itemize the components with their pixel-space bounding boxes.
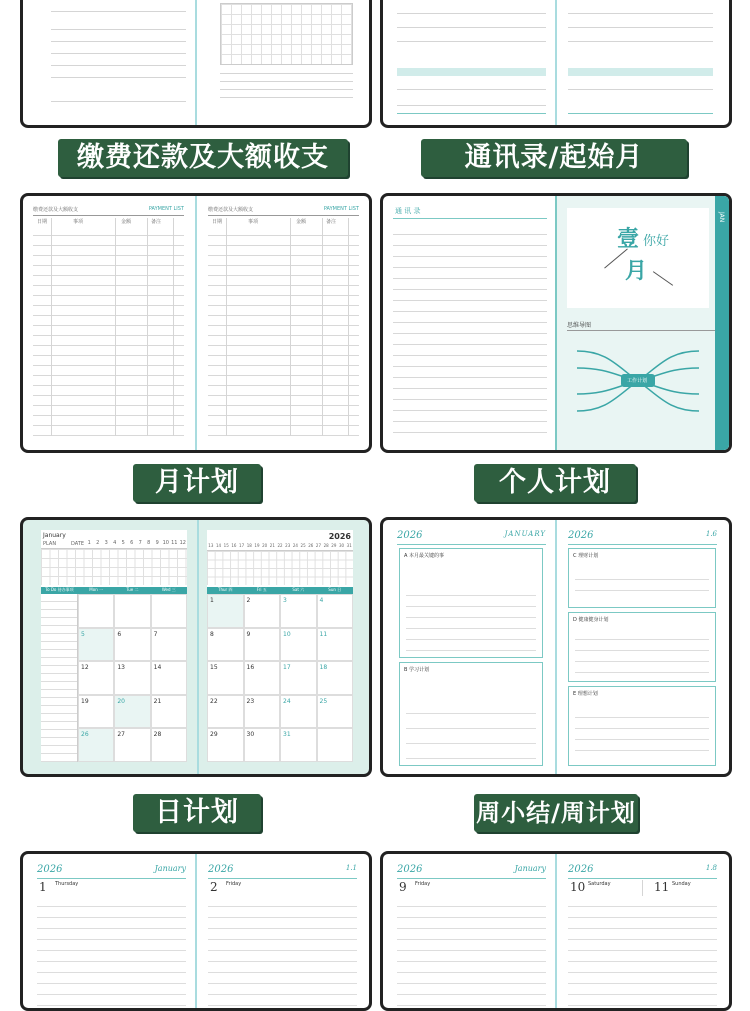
day-name: Saturday [588, 881, 611, 887]
day-cell[interactable] [114, 728, 150, 762]
header-day: 18 [246, 543, 252, 548]
day-number: 8 [210, 630, 214, 638]
day-number: 18 [319, 664, 328, 672]
day-number: 24 [283, 697, 291, 705]
page-en: PAYMENT LIST [148, 206, 184, 212]
left-page [383, 0, 556, 125]
day-number: 23 [246, 697, 255, 705]
contacts-title: 通 讯 录 [395, 207, 421, 215]
payment-list-card [20, 193, 372, 453]
day-number: 3 [283, 597, 287, 604]
day-cell[interactable] [280, 728, 317, 762]
day-number: 12 [81, 664, 89, 672]
header-day: 17 [239, 543, 245, 548]
day-cell[interactable] [207, 661, 244, 695]
left-page [383, 854, 556, 1008]
col-item: 事项 [248, 219, 259, 225]
right-page [196, 854, 369, 1008]
section-b-lines [406, 699, 536, 759]
weekday-header [41, 587, 187, 594]
section-e-title: E 理想计划 [573, 691, 598, 697]
header-day: 25 [300, 543, 306, 548]
weekly-plan-card [380, 851, 732, 1011]
calendar-grid-left [78, 594, 187, 762]
todo-column [41, 594, 78, 762]
header-day: 22 [277, 543, 283, 548]
section-d [568, 612, 716, 682]
section-e-lines [575, 707, 709, 759]
label-contacts-start: 通讯录/起始月 [421, 139, 687, 177]
month-char-1: 壹 [617, 226, 640, 252]
page-title: 缴费还款及大额收支 [208, 207, 254, 213]
header-day: 30 [338, 543, 345, 548]
right-calendar-page [207, 530, 353, 762]
weekday-wed: Wed 三 [161, 587, 176, 592]
day-cell[interactable] [114, 594, 150, 628]
month-label: JANUARY [504, 530, 546, 538]
day-cell[interactable] [78, 594, 114, 628]
day-cell[interactable] [280, 661, 317, 695]
day-number: 15 [210, 664, 218, 672]
label-payment: 缴费还款及大额收支 [58, 139, 348, 177]
header-day: 1 [87, 540, 91, 546]
day-number: 14 [153, 664, 162, 672]
day-cell[interactable] [317, 695, 354, 729]
contacts-page [383, 196, 555, 450]
day-cell[interactable] [244, 728, 281, 762]
hello-text: 你好 [643, 234, 670, 249]
page-label: 1.1 [345, 864, 357, 872]
payment-rows [33, 226, 184, 436]
jan-tab: JAN [718, 212, 725, 223]
year-label: 2026 [568, 530, 594, 541]
day-number: 22 [210, 697, 218, 705]
day-cell[interactable] [151, 628, 187, 662]
header-days [207, 543, 353, 549]
weekly-lines [568, 896, 717, 1008]
day-name: Sunday [672, 881, 691, 887]
page-label: 1.8 [705, 864, 717, 872]
day-number: 2 [210, 880, 218, 894]
section-a [399, 548, 543, 658]
plan-label: PLAN [43, 541, 57, 547]
page-label: 1.6 [705, 530, 717, 538]
left-calendar-page [41, 530, 187, 762]
header-day: 15 [223, 543, 229, 548]
year-label: 2026 [568, 864, 594, 875]
weekday-sat: Sat 六 [292, 587, 305, 592]
day-name: Friday [415, 881, 431, 887]
header-day: 11 [171, 540, 178, 546]
weekday-todo: To Do 待办事项 [45, 587, 74, 592]
day-number: 10 [283, 630, 291, 638]
day-cell[interactable] [151, 661, 187, 695]
header-day: 19 [254, 543, 260, 548]
right-page [196, 0, 369, 125]
section-c-title: C 理财计划 [573, 553, 599, 559]
col-amount: 金额 [296, 219, 307, 225]
page-title: 缴费还款及大额收支 [33, 207, 79, 213]
header-day: 6 [130, 540, 134, 546]
right-page [556, 520, 729, 774]
weekday-sun: Sun 日 [328, 587, 342, 592]
col-date: 日期 [37, 219, 48, 225]
day-number: 29 [210, 731, 218, 739]
calendar-grid-right [207, 594, 353, 762]
day-cell[interactable] [280, 594, 317, 628]
weekday-fri: Fri 五 [256, 587, 267, 592]
header-day: 8 [147, 540, 151, 546]
day-cell[interactable] [78, 728, 114, 762]
day-cell[interactable] [151, 695, 187, 729]
label-weekly: 周小结/周计划 [474, 794, 638, 832]
day-cell[interactable] [207, 594, 244, 628]
mindmap [567, 336, 709, 426]
header-days [85, 540, 187, 548]
day-cell[interactable] [317, 628, 354, 662]
year-label: 2026 [397, 530, 423, 541]
mindmap-center: 工作计划 [627, 378, 648, 384]
year-label: 2026 [37, 864, 63, 875]
day-number: 25 [319, 697, 328, 705]
mindmap-label: 思维导图 [567, 322, 592, 329]
weekday-header [207, 587, 353, 594]
day-cell[interactable] [78, 628, 114, 662]
day-number: 9 [246, 630, 251, 638]
left-page [23, 196, 196, 450]
header-day: 13 [208, 543, 214, 548]
header-day: 9 [155, 540, 159, 546]
year-label: 2026 [208, 864, 234, 875]
day-number: 11 [654, 880, 670, 894]
section-d-lines [575, 629, 709, 675]
weekly-lines [397, 896, 546, 1008]
day-cell[interactable] [280, 695, 317, 729]
day-name: Thursday [55, 881, 79, 887]
header-day: 24 [292, 543, 298, 548]
month-char-2: 月 [625, 258, 648, 284]
day-number: 28 [153, 731, 162, 739]
payment-preview-card [20, 0, 372, 128]
header-day: 28 [323, 543, 329, 548]
header-day: 20 [262, 543, 268, 548]
right-page [556, 0, 729, 125]
day-number: 31 [283, 731, 291, 739]
header-day: 23 [285, 543, 291, 548]
left-page [383, 520, 556, 774]
day-number: 21 [153, 697, 162, 705]
day-number: 2 [246, 597, 251, 604]
monthly-calendar-card [20, 517, 372, 777]
spine [197, 520, 199, 774]
day-cell[interactable] [244, 661, 281, 695]
col-note: 备注 [326, 219, 337, 225]
habit-grid [41, 548, 187, 585]
day-cell[interactable] [244, 594, 281, 628]
daily-lines [37, 896, 186, 1008]
day-cell[interactable] [317, 594, 354, 628]
left-page [23, 0, 196, 125]
label-monthly: 月计划 [133, 464, 261, 502]
day-number: 5 [81, 630, 85, 638]
section-c-lines [575, 569, 709, 601]
day-cell[interactable] [207, 628, 244, 662]
header-day: 21 [269, 543, 275, 548]
day-cell[interactable] [114, 695, 150, 729]
col-note: 备注 [151, 219, 162, 225]
right-page [196, 196, 369, 450]
header-day: 14 [215, 543, 222, 548]
day-number: 30 [246, 731, 255, 739]
section-b [399, 662, 543, 766]
day-number: 27 [117, 731, 125, 739]
date-label: DATE [71, 541, 85, 547]
personal-plan-card [380, 517, 732, 777]
day-cell[interactable] [244, 628, 281, 662]
habit-grid [207, 550, 353, 585]
day-number: 19 [81, 697, 89, 705]
header-day: 5 [121, 540, 125, 546]
day-cell[interactable] [114, 661, 150, 695]
daily-lines [208, 896, 357, 1008]
header-day: 4 [113, 540, 117, 546]
day-number: 6 [117, 630, 122, 638]
left-page [23, 854, 196, 1008]
start-month-page [557, 196, 729, 450]
day-number: 10 [570, 880, 586, 894]
day-cell[interactable] [207, 695, 244, 729]
header-day: 12 [179, 540, 186, 546]
day-number: 9 [399, 880, 407, 894]
header-day: 26 [308, 543, 314, 548]
daily-plan-card [20, 851, 372, 1011]
day-number: 26 [81, 731, 89, 739]
payment-rows [208, 226, 359, 436]
day-number: 20 [117, 697, 125, 705]
header-day: 2 [96, 540, 100, 546]
day-number: 4 [319, 597, 324, 604]
day-name: Friday [226, 881, 242, 887]
contact-rows [393, 224, 547, 438]
header-day: 10 [162, 540, 169, 546]
day-number: 7 [153, 630, 158, 638]
col-item: 事项 [73, 219, 84, 225]
day-number: 1 [210, 597, 214, 604]
month-label: January [514, 864, 546, 873]
page-en: PAYMENT LIST [323, 206, 359, 212]
day-cell[interactable] [280, 628, 317, 662]
day-cell[interactable] [151, 594, 187, 628]
month-label: January [154, 864, 186, 873]
right-page [556, 854, 729, 1008]
year-label: 2026 [328, 532, 351, 541]
section-b-title: B 学习计划 [404, 667, 430, 673]
day-cell[interactable] [78, 661, 114, 695]
weekday-thu: Thur 四 [218, 587, 233, 592]
day-number: 13 [117, 664, 125, 672]
contacts-preview-card [380, 0, 732, 128]
day-number: 17 [283, 664, 291, 672]
header-day: 31 [346, 543, 352, 548]
year-label: 2026 [397, 864, 423, 875]
label-daily: 日计划 [133, 794, 261, 832]
month-cover [567, 208, 709, 308]
weekday-mon: Mon 一 [89, 587, 104, 592]
weekday-tue: Tue 二 [126, 587, 139, 592]
header-day: 7 [138, 540, 142, 546]
day-cell[interactable] [151, 728, 187, 762]
section-c [568, 548, 716, 608]
header-day: 3 [104, 540, 108, 546]
section-a-title: A 本月最关键的事 [404, 553, 445, 559]
section-d-title: D 健康健身计划 [573, 617, 609, 623]
header-day: 29 [331, 543, 337, 548]
col-date: 日期 [212, 219, 223, 225]
month-tabs [715, 196, 729, 450]
section-a-lines [406, 585, 536, 651]
day-cell[interactable] [244, 695, 281, 729]
label-personal: 个人计划 [474, 464, 636, 502]
header-day: 27 [315, 543, 322, 548]
day-number: 11 [319, 630, 328, 638]
section-e [568, 686, 716, 766]
header-day: 16 [231, 543, 237, 548]
day-cell[interactable] [78, 695, 114, 729]
col-amount: 金额 [121, 219, 132, 225]
contacts-start-card [380, 193, 732, 453]
day-number: 16 [246, 664, 255, 672]
day-number: 1 [39, 880, 47, 894]
month-name: January [43, 532, 66, 539]
day-cell[interactable] [317, 728, 354, 762]
day-cell[interactable] [317, 661, 354, 695]
day-cell[interactable] [114, 628, 150, 662]
day-cell[interactable] [207, 728, 244, 762]
